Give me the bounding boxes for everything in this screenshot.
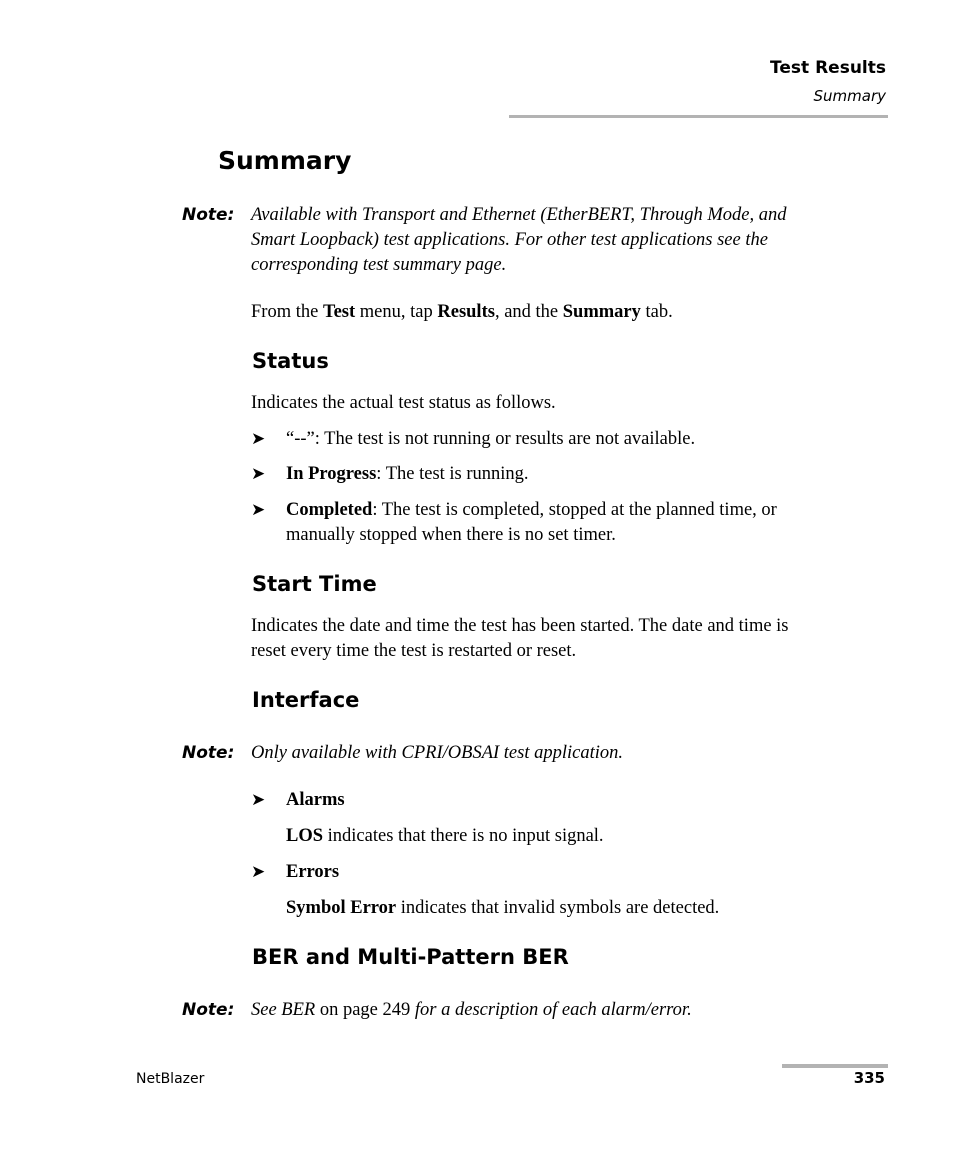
- note-label: Note:: [182, 205, 235, 225]
- menu-name-test: Test: [322, 302, 356, 322]
- footer-product-name: NetBlazer: [136, 1071, 205, 1087]
- page-number: 335: [853, 1069, 885, 1087]
- note-text: See BER on page 249 for a description of each alarm/error.: [251, 1000, 692, 1020]
- intro-text: menu, tap: [355, 302, 438, 322]
- bullet-arrow-icon: ➤: [251, 790, 266, 809]
- bullet-arrow-icon: ➤: [251, 429, 266, 448]
- intro-text: From the: [251, 302, 323, 322]
- status-term: In Progress: [286, 464, 377, 484]
- intro-text: , and the: [494, 302, 563, 322]
- intro-text: tab.: [640, 302, 673, 322]
- bullet-arrow-icon: ➤: [251, 464, 266, 483]
- start-time-paragraph: Indicates the date and time the test has been started. The date and time is reset every time the test is restarted or reset.: [251, 616, 789, 661]
- bullet-arrow-icon: ➤: [251, 500, 266, 519]
- running-header-chapter: Test Results: [770, 58, 886, 78]
- section-heading-ber: BER and Multi-Pattern BER: [252, 945, 569, 969]
- section-heading-start-time: Start Time: [252, 572, 377, 596]
- running-header-section: Summary: [813, 87, 886, 105]
- interface-item-label: Alarms: [286, 790, 345, 810]
- section-heading-interface: Interface: [252, 688, 360, 712]
- cross-reference-link[interactable]: See BER: [251, 1000, 316, 1020]
- footer-rule: [782, 1064, 888, 1068]
- interface-item-label: Errors: [286, 862, 340, 882]
- note-label: Note:: [182, 1000, 235, 1020]
- interface-item-description: LOS indicates that there is no input signal.: [286, 826, 604, 846]
- note-text: [251, 203, 881, 278]
- interface-item-description: Symbol Error indicates that invalid symbols are detected.: [286, 898, 720, 918]
- status-intro: Indicates the actual test status as follows.: [251, 393, 556, 413]
- bullet-arrow-icon: ➤: [251, 862, 266, 881]
- note-line: Smart Loopback) test applications. For other test applications see the: [251, 230, 768, 250]
- note-line: corresponding test summary page.: [251, 255, 507, 275]
- status-item: Completed: The test is completed, stopped at the planned time, or manually stopped when there is no set timer.: [286, 500, 777, 545]
- note-text: Only available with CPRI/OBSAI test application.: [251, 743, 623, 763]
- note-label: Note:: [182, 743, 235, 763]
- tab-name-summary: Summary: [562, 302, 641, 322]
- note-line: Available with Transport and Ethernet (EtherBERT, Through Mode, and: [251, 205, 787, 225]
- status-item: “--”: The test is not running or results are not available.: [286, 429, 696, 449]
- status-item: In Progress: The test is running.: [286, 464, 529, 484]
- menu-name-results: Results: [437, 302, 495, 322]
- intro-paragraph: [251, 300, 886, 325]
- status-term: Completed: [286, 500, 373, 520]
- header-rule: [509, 115, 888, 118]
- page-title: Summary: [218, 146, 352, 175]
- section-heading-status: Status: [252, 349, 329, 373]
